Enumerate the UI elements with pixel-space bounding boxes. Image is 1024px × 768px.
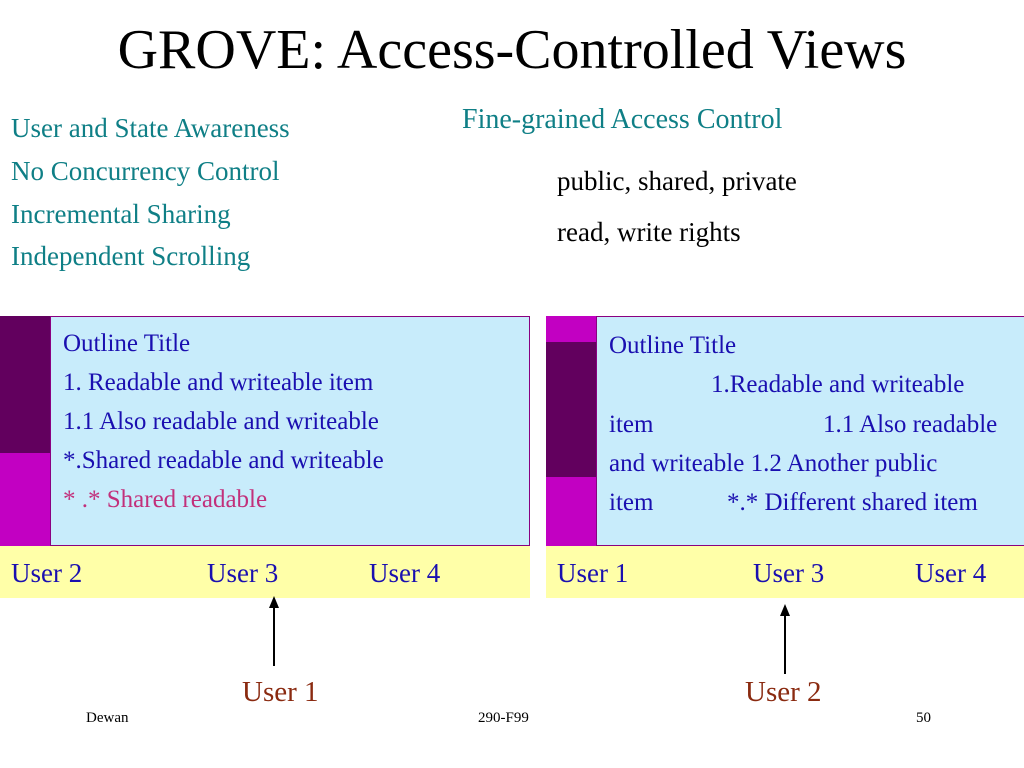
footer-course: 290-F99 (478, 710, 529, 726)
fine-grained-heading: Fine-grained Access Control (462, 104, 783, 135)
left-outline-item[interactable]: 1.1 Also readable and writeable (63, 408, 379, 435)
feature-user-state-awareness: User and State Awareness (11, 113, 290, 143)
left-shared-readable-item[interactable]: * .* Shared readable (63, 486, 268, 513)
left-viewer-label: User 1 (242, 676, 319, 708)
left-user-label[interactable]: User 4 (369, 558, 441, 588)
right-outline-panel (596, 316, 1024, 546)
feature-incremental-sharing: Incremental Sharing (11, 199, 231, 229)
right-outline-text[interactable]: 1.Readable and writeable (711, 371, 965, 398)
right-scrollbar-track-top[interactable] (546, 316, 596, 342)
left-user-label[interactable]: User 3 (207, 558, 279, 588)
right-viewer-label: User 2 (745, 676, 822, 708)
left-user-bar (0, 546, 530, 598)
right-user-label[interactable]: User 4 (915, 558, 987, 588)
left-arrow-line (273, 606, 275, 666)
right-scrollbar-thumb[interactable] (546, 342, 596, 477)
right-outline-title[interactable]: Outline Title (609, 332, 737, 359)
right-outline-text[interactable]: 1.1 Also readable (823, 411, 998, 438)
rights-text: read, write rights (557, 217, 741, 247)
footer-author: Dewan (86, 710, 129, 726)
right-scrollbar-track-bottom[interactable] (546, 477, 596, 546)
right-outline-text[interactable]: and writeable 1.2 Another public (609, 450, 938, 477)
left-user-label[interactable]: User 2 (11, 558, 83, 588)
left-outline-view (0, 316, 530, 546)
left-outline-title[interactable]: Outline Title (63, 330, 191, 357)
right-user-label[interactable]: User 1 (557, 558, 629, 588)
left-scrollbar-thumb[interactable] (0, 316, 50, 453)
right-outline-text[interactable]: *.* Different shared item (727, 489, 978, 516)
left-outline-panel (50, 316, 530, 546)
left-scrollbar-track[interactable] (0, 453, 50, 546)
footer-page-number: 50 (916, 710, 931, 726)
slide-title: GROVE: Access-Controlled Views (117, 19, 907, 81)
right-outline-text[interactable]: item (609, 489, 654, 516)
right-arrow-line (784, 614, 786, 674)
right-outline-text[interactable]: item (609, 411, 654, 438)
left-outline-item[interactable]: *.Shared readable and writeable (63, 447, 384, 474)
access-levels-text: public, shared, private (557, 166, 797, 196)
right-outline-view (546, 316, 1024, 546)
right-user-bar (546, 546, 1024, 598)
left-outline-item[interactable]: 1. Readable and writeable item (63, 369, 374, 396)
feature-independent-scrolling: Independent Scrolling (11, 241, 251, 271)
feature-no-concurrency-control: No Concurrency Control (11, 156, 280, 186)
right-user-label[interactable]: User 3 (753, 558, 825, 588)
